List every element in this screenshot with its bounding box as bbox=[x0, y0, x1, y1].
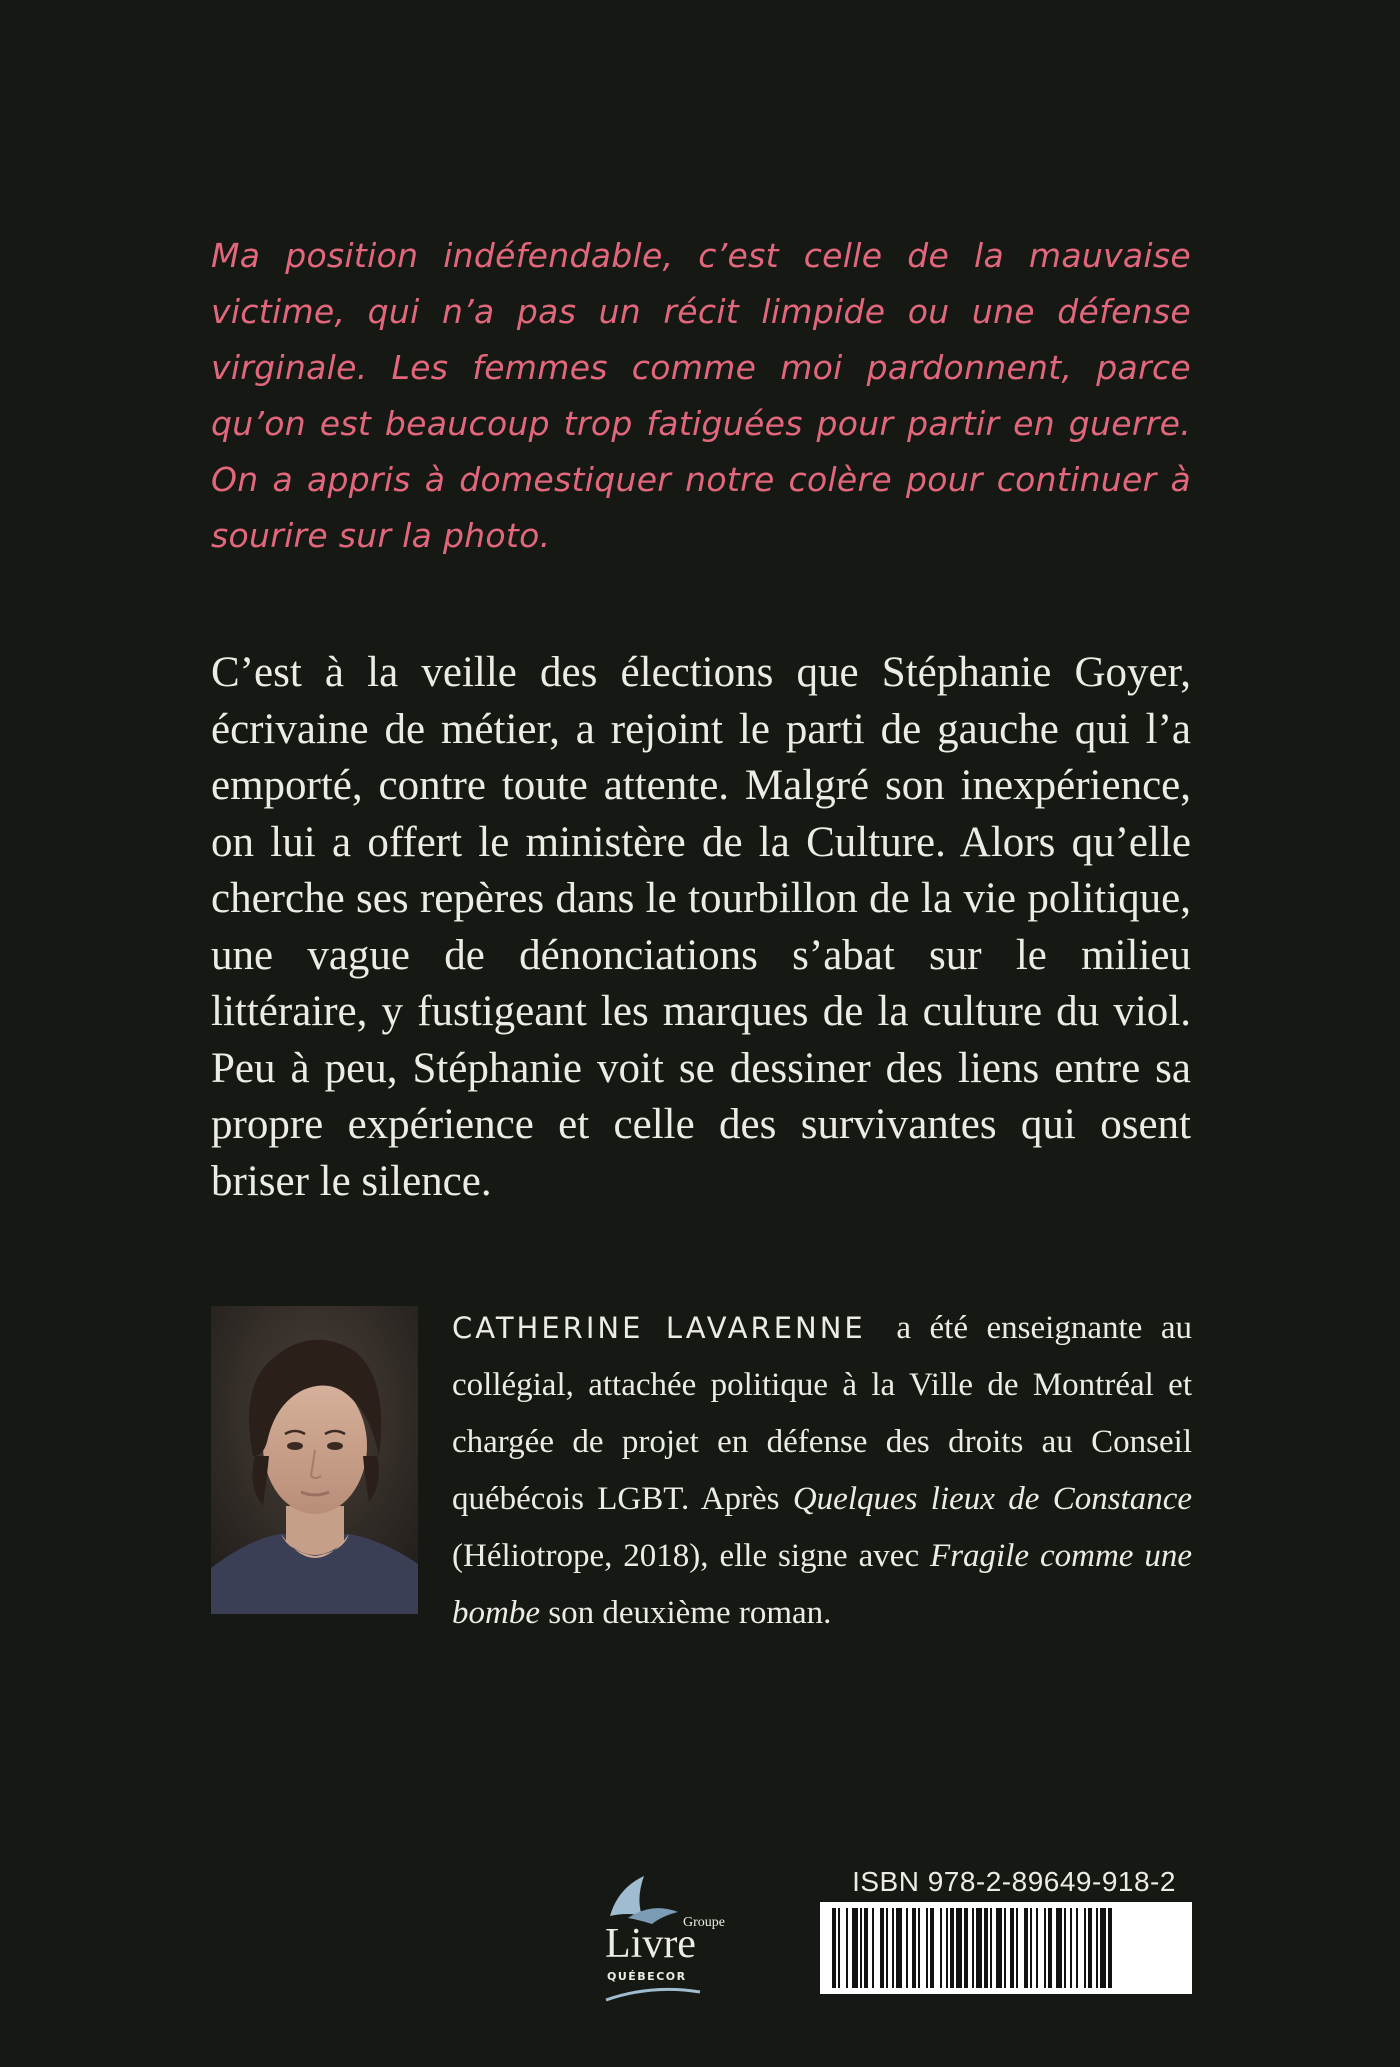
book-title-2: Fragile comme une bombe bbox=[452, 1538, 1193, 1631]
bio-text-1: a été enseignante au collégial, attachée politique à la Ville de Montréal et chargée de projet en défense des droits au Conseil québécois LGBT. Après bbox=[452, 1310, 1193, 1517]
publisher-big-text: Livre bbox=[605, 1921, 696, 1967]
book-title-1: Quelques lieux de Constance bbox=[792, 1481, 1193, 1517]
bio-text-3: son deuxième roman. bbox=[548, 1595, 832, 1631]
barcode-icon bbox=[820, 1902, 1192, 1994]
publisher-small-text: Groupe bbox=[683, 1915, 725, 1930]
isbn-number: ISBN 978-2-89649-918-2 bbox=[852, 1866, 1176, 1897]
author-bio bbox=[452, 1300, 1192, 1642]
publisher-brand-text: QUÉBECOR bbox=[607, 1970, 687, 1983]
author-name: CATHERINE LAVARENNE bbox=[452, 1311, 866, 1345]
pull-quote: Ma position indéfendable, c’est celle de la mauvaise victime, qui n’a pas un récit limpide ou une défense virginale. Les femmes comme moi pardonnent, parce qu’on est beaucoup trop fatiguées pour partir en guerre. On a appris à domestiquer notre colère pour continuer à sourire sur la photo. bbox=[211, 236, 1191, 555]
bio-text-2: (Héliotrope, 2018), elle signe avec bbox=[452, 1538, 920, 1574]
book-summary: C’est à la veille des élections que Stéphanie Goyer, écrivaine de métier, a rejoint le parti de gauche qui l’a emporté, contre toute attente. Malgré son inexpérience, on lui a offert le ministère de la Culture. Alors qu’elle cherche ses repères dans le tourbillon de la vie politique, une vague de dénonciations s’abat sur le milieu littéraire, y fustigeant les marques de la culture du viol. Peu à peu, Stéphanie voit se dessiner des liens entre sa propre expérience et celle des survivantes qui osent briser le silence. bbox=[211, 649, 1191, 1205]
barcode bbox=[820, 1902, 1192, 1994]
author-photo bbox=[211, 1306, 418, 1614]
